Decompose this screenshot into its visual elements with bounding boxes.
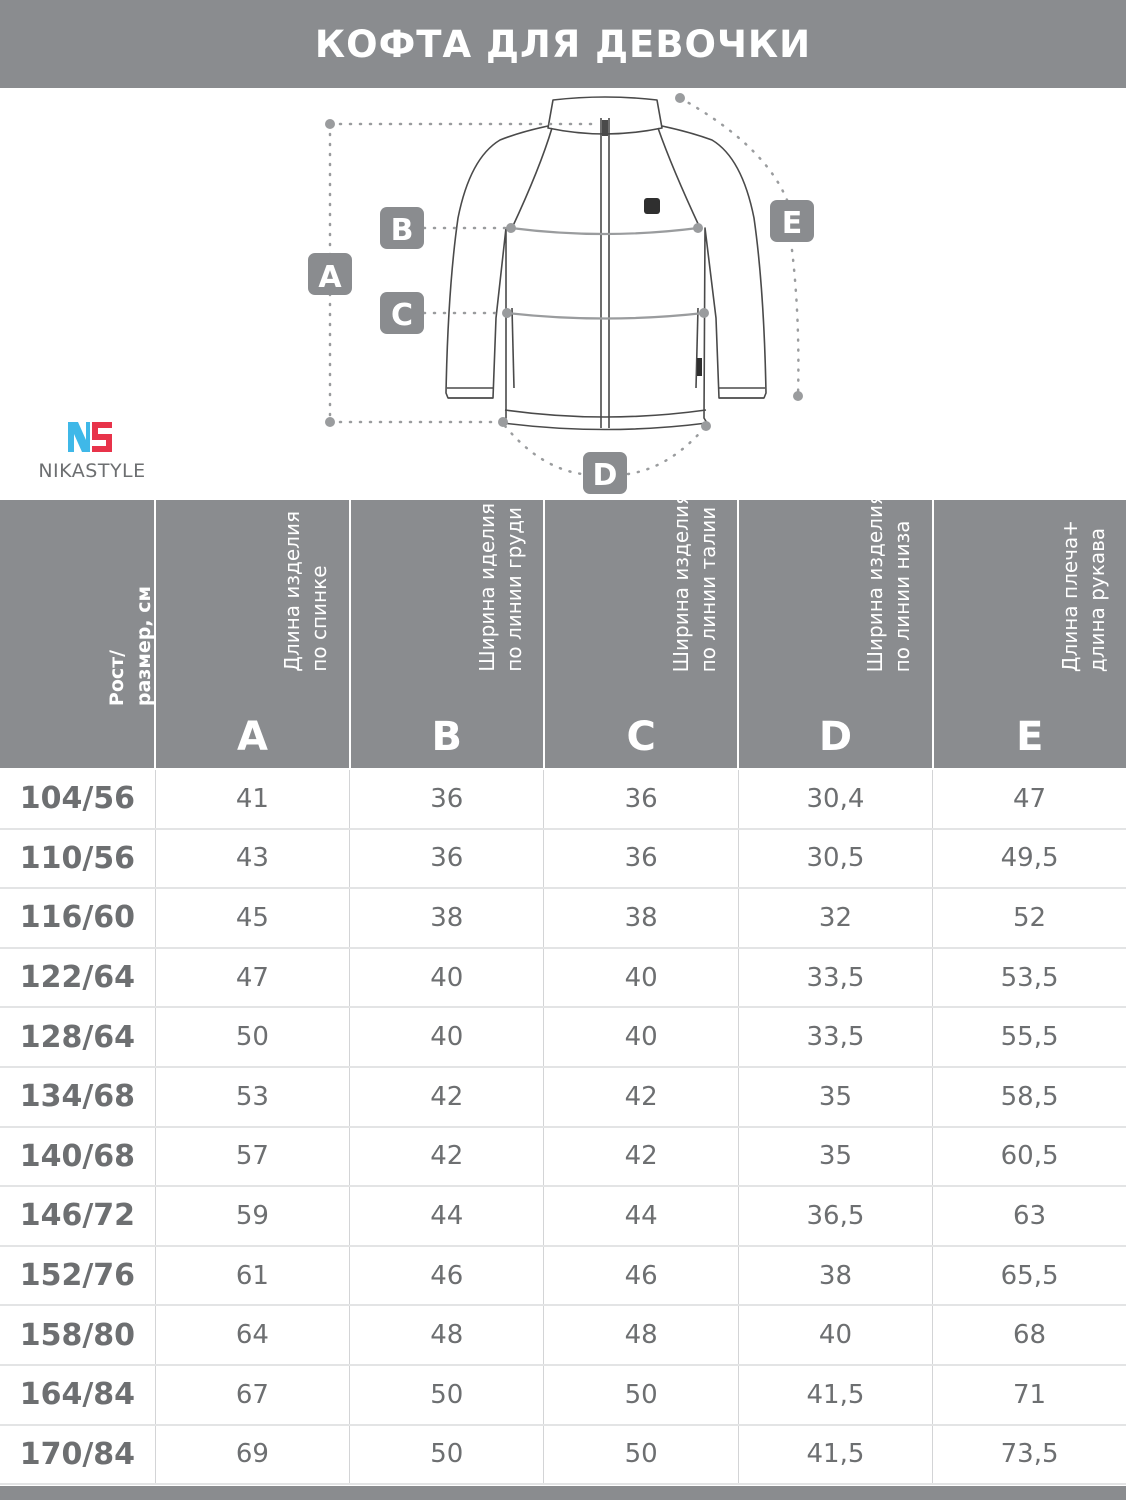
measure-cell: 33,5: [738, 1007, 932, 1067]
side-tag: [697, 358, 702, 376]
column-header-0: [0, 500, 155, 769]
badge-b: [380, 207, 424, 249]
measure-cell: 41,5: [738, 1425, 932, 1485]
measure-cell: 42: [350, 1127, 544, 1187]
measure-cell: 50: [155, 1007, 349, 1067]
size-cell: 140/68: [0, 1127, 155, 1187]
measure-cell: 40: [350, 948, 544, 1008]
table-row: [0, 829, 1126, 889]
measure-cell: 36,5: [738, 1186, 932, 1246]
ns-logo-icon: [66, 420, 114, 454]
size-cell: 146/72: [0, 1186, 155, 1246]
measure-cell: 53,5: [933, 948, 1126, 1008]
table-row: [0, 1305, 1126, 1365]
measure-cell: 43: [155, 829, 349, 889]
measure-cell: 38: [350, 888, 544, 948]
raglan-seam-right: [658, 128, 700, 228]
line-b: [511, 228, 698, 234]
table-body: [0, 769, 1126, 1484]
column-header-1: [155, 500, 349, 769]
measure-cell: 30,5: [738, 829, 932, 889]
measure-cell: 57: [155, 1127, 349, 1187]
measure-cell: 68: [933, 1305, 1126, 1365]
table-row: [0, 1067, 1126, 1127]
column-header-3: [544, 492, 738, 769]
badge-a: [308, 253, 352, 295]
measure-cell: 46: [350, 1246, 544, 1306]
measure-cell: 49,5: [933, 829, 1126, 889]
zipper: [601, 118, 609, 428]
table-row: [0, 1007, 1126, 1067]
zipper-pull: [602, 120, 608, 136]
measure-cell: 58,5: [933, 1067, 1126, 1127]
measure-cell: 69: [155, 1425, 349, 1485]
measure-cell: 40: [544, 1007, 738, 1067]
measure-cell: 45: [155, 888, 349, 948]
measure-cell: 40: [738, 1305, 932, 1365]
measure-cell: 35: [738, 1127, 932, 1187]
measure-cell: 36: [350, 829, 544, 889]
column-letter: D: [818, 714, 853, 760]
table-row: [0, 1425, 1126, 1485]
measure-cell: 48: [544, 1305, 738, 1365]
column-header-text: Рост/ размер, см: [106, 585, 156, 706]
measure-cell: 61: [155, 1246, 349, 1306]
measure-cell: 67: [155, 1365, 349, 1425]
measure-cell: 59: [155, 1186, 349, 1246]
size-cell: 128/64: [0, 1007, 155, 1067]
table-row: [0, 888, 1126, 948]
badge-e-label: E: [781, 206, 803, 241]
hem-band: [505, 410, 706, 417]
column-letter: B: [431, 714, 463, 760]
measure-cell: 48: [350, 1305, 544, 1365]
measure-cell: 40: [350, 1007, 544, 1067]
measure-cell: 44: [544, 1186, 738, 1246]
measure-cell: 35: [738, 1067, 932, 1127]
dim-e-curve: [680, 98, 798, 396]
column-header-2: [350, 500, 544, 769]
table-row: [0, 769, 1126, 829]
size-cell: 122/64: [0, 948, 155, 1008]
chest-patch: [644, 198, 660, 214]
measure-cell: 71: [933, 1365, 1126, 1425]
measure-cell: 38: [544, 888, 738, 948]
badge-c-label: C: [390, 298, 414, 333]
column-header-text: Ширина иделия по линии груди: [474, 503, 526, 672]
page-title: КОФТА ДЛЯ ДЕВОЧКИ: [314, 22, 812, 66]
badge-d-label: D: [592, 458, 618, 493]
table-header-row: [0, 500, 1126, 769]
cuff-right: [718, 388, 765, 398]
measure-cell: 32: [738, 888, 932, 948]
badge-c: [380, 292, 424, 334]
measure-cell: 30,4: [738, 769, 932, 829]
measure-cell: 65,5: [933, 1246, 1126, 1306]
measure-cell: 73,5: [933, 1425, 1126, 1485]
raglan-seam-left: [512, 128, 552, 228]
header-bar: [0, 0, 1126, 88]
measure-cell: 33,5: [738, 948, 932, 1008]
measure-cell: 41: [155, 769, 349, 829]
measure-cell: 47: [155, 948, 349, 1008]
size-cell: 104/56: [0, 769, 155, 829]
column-header-text: Длина плеча+ длина рукава: [1057, 519, 1109, 672]
brand-name: NIKASTYLE: [38, 460, 146, 482]
column-header-4: [738, 492, 932, 769]
measure-cell: 38: [738, 1246, 932, 1306]
measure-cell: 50: [544, 1425, 738, 1485]
measure-cell: 47: [933, 769, 1126, 829]
pocket-left: [512, 308, 514, 388]
cuff-left: [447, 388, 494, 398]
line-c: [507, 313, 704, 319]
jacket-body: [446, 126, 766, 430]
measure-cell: 46: [544, 1246, 738, 1306]
measure-cell: 42: [350, 1067, 544, 1127]
measure-cell: 50: [350, 1425, 544, 1485]
size-cell: 134/68: [0, 1067, 155, 1127]
column-header-text: Длина изделия по спинке: [280, 511, 332, 672]
size-cell: 152/76: [0, 1246, 155, 1306]
table-row: [0, 1246, 1126, 1306]
measure-cell: 60,5: [933, 1127, 1126, 1187]
column-letter: E: [1016, 714, 1044, 760]
size-cell: 110/56: [0, 829, 155, 889]
size-cell: 116/60: [0, 888, 155, 948]
size-table: [0, 492, 1126, 1485]
table-row: [0, 1127, 1126, 1187]
measure-cell: 64: [155, 1305, 349, 1365]
table-row: [0, 948, 1126, 1008]
badge-e: [770, 200, 814, 242]
badge-a-label: A: [318, 260, 342, 295]
measure-cell: 42: [544, 1067, 738, 1127]
column-letter: C: [626, 714, 656, 760]
measure-cell: 50: [544, 1365, 738, 1425]
measure-cell: 63: [933, 1186, 1126, 1246]
measure-cell: 53: [155, 1067, 349, 1127]
footer-bar: [0, 1486, 1126, 1500]
size-cell: 164/84: [0, 1365, 155, 1425]
size-cell: 158/80: [0, 1305, 155, 1365]
measure-cell: 41,5: [738, 1365, 932, 1425]
badge-b-label: B: [390, 213, 414, 248]
column-letter: A: [236, 714, 268, 760]
badge-d: [583, 452, 627, 494]
measure-cell: 55,5: [933, 1007, 1126, 1067]
brand-logo: [30, 420, 154, 486]
measure-cell: 42: [544, 1127, 738, 1187]
column-header-5: [933, 500, 1126, 769]
measure-cell: 36: [350, 769, 544, 829]
measure-cell: 36: [544, 769, 738, 829]
size-cell: 170/84: [0, 1425, 155, 1485]
measure-cell: 52: [933, 888, 1126, 948]
measure-cell: 36: [544, 829, 738, 889]
measure-cell: 40: [544, 948, 738, 1008]
measure-cell: 50: [350, 1365, 544, 1425]
table-row: [0, 1186, 1126, 1246]
column-header-text: Ширина изделия по линии низа: [863, 492, 915, 672]
table-row: [0, 1365, 1126, 1425]
column-header-text: Ширина изделия по линии талии: [669, 492, 721, 672]
measure-cell: 44: [350, 1186, 544, 1246]
jacket-diagram: [0, 88, 1126, 500]
